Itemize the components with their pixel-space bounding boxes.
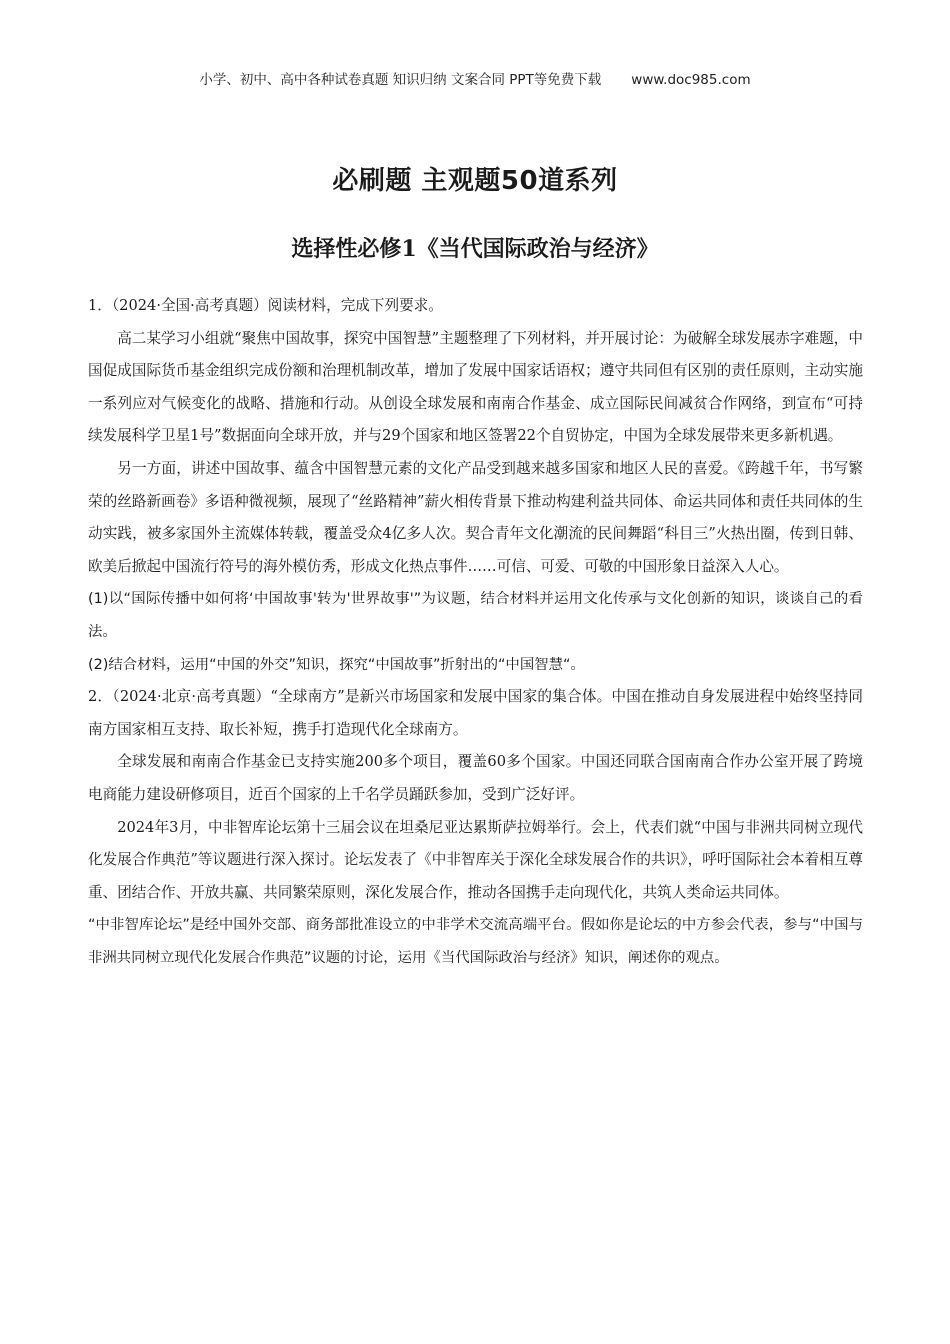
question-1-paragraph: 高二某学习小组就“聚焦中国故事，探究中国智慧”主题整理了下列材料，并开展讨论：为破解全球发展赤字难题，中国促成国际货币基金组织完成份额和治理机制改革，增加了发展中国家话语权；遵守共同但有区别的责任原则，主动实施一系列应对气候变化的战略、措施和行动。从创设全球发展和南南合作基金、成立国际民间减贫合作网络，到宣布“可持续发展科学卫星1号”数据面向全球开放，并与29个国家和地区签署22个自贸协定，中国为全球发展带来更多新机遇。 [88,329,863,445]
question-2-paragraph: 全球发展和南南合作基金已支持实施200多个项目，覆盖60多个国家。中国还同联合国南南合作办公室开展了跨境电商能力建设研修项目，近百个国家的上千名学员踊跃参加，受到广泛好评。 [88,753,863,803]
question-2-paragraph: 2024年3月，中非智库论坛第十三届会议在坦桑尼亚达累斯萨拉姆举行。会上，代表们就“中国与非洲共同树立现代化发展合作典范”等议题进行深入探讨。论坛发表了《中非智库关于深化全球发展合作的共识》，呼吁国际社会本着相互尊重、团结合作、开放共赢、共同繁荣原则，深化发展合作，推动各国携手走向现代化，共筑人类命运共同体。 [88,818,863,901]
question-2-intro: 2．（2024·北京·高考真题）“全球南方”是新兴市场国家和发展中国家的集合体。中国在推动自身发展进程中始终坚持同南方国家相互支持、取长补短，携手打造现代化全球南方。 [88,688,863,738]
question-1-subquestion: (2)结合材料，运用“中国的外交”知识，探究“中国故事”折射出的“中国智慧“。 [88,656,585,673]
page-header [0,68,950,88]
header-text: 小学、初中、高中各种试卷真题 知识归纳 文案合同 PPT等免费下载 [199,72,602,88]
question-2-task: “中非智库论坛”是经中国外交部、商务部批准设立的中非学术交流高端平台。假如你是论坛的中方参会代表，参与“中国与非洲共同树立现代化发展合作典范”议题的讨论，运用《当代国际政治与经济》知识，阐述你的观点。 [88,917,863,966]
document-title: 必刷题 主观题50道系列 [332,166,618,196]
document-subtitle: 选择性必修1《当代国际政治与经济》 [291,236,659,262]
header-url[interactable]: www.doc985.com [631,72,751,88]
question-1-paragraph: 另一方面，讲述中国故事、蕴含中国智慧元素的文化产品受到越来越多国家和地区人民的喜爱。《跨越千年，书写繁荣的丝路新画卷》多语种微视频，展现了“丝路精神”薪火相传背景下推动构建利益共同体、命运共同体和责任共同体的生动实践，被多家国外主流媒体转载，覆盖受众4亿多人次。契合青年文化潮流的民间舞蹈“科目三”火热出圈，传到日韩、欧美后掀起中国流行符号的海外模仿秀，形成文化热点事件……可信、可爱、可敬的中国形象日益深入人心。 [88,459,863,575]
question-1-intro: 1．（2024·全国·高考真题）阅读材料，完成下列要求。 [88,297,443,314]
question-1-subquestion: (1)以“国际传播中如何将‘中国故事'转为'世界故事'”为议题，结合材料并运用文化传承与文化创新的知识，谈谈自己的看法。 [88,591,863,640]
document-body [88,290,863,974]
